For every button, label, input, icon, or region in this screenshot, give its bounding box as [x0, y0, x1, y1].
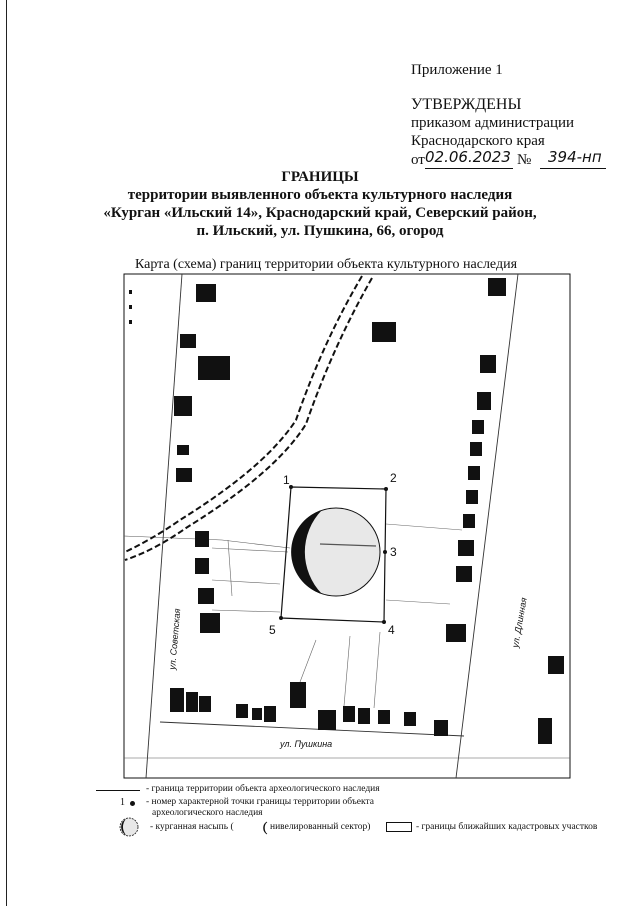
building — [548, 656, 564, 674]
building — [180, 334, 196, 348]
building — [170, 688, 184, 712]
approved-label: УТВЕРЖДЕНЫ — [411, 96, 522, 113]
building — [174, 396, 192, 416]
legend-cadastral-text: - границы ближайших кадастровых участков — [416, 822, 598, 832]
building — [177, 445, 189, 455]
legend-point-marker: 1 — [120, 797, 125, 808]
building — [434, 720, 448, 736]
doc-subtitle-3: п. Ильский, ул. Пушкина, 66, огород — [196, 223, 444, 239]
boundary-point-2 — [384, 487, 388, 491]
building — [358, 708, 370, 724]
legend-mound-text-b: нивелированный сектор) — [270, 822, 371, 832]
point-label-3: 3 — [390, 545, 397, 559]
building — [404, 712, 416, 726]
building — [198, 356, 230, 380]
building — [456, 566, 472, 582]
building — [196, 284, 216, 302]
building — [463, 514, 475, 528]
building — [200, 613, 220, 633]
appendix-label: Приложение 1 — [411, 62, 503, 78]
buildings-east — [372, 278, 564, 744]
map-caption: Карта (схема) границ территории объекта культурного наследия — [134, 257, 518, 272]
point-label-4: 4 — [388, 623, 395, 637]
legend-mound-text-a: - курганная насыпь ( — [150, 822, 234, 832]
point-label-1: 1 — [283, 473, 290, 487]
point-label-5: 5 — [269, 623, 276, 637]
building — [488, 278, 506, 296]
building — [538, 718, 552, 744]
boundary-point-3 — [383, 550, 387, 554]
order-line-1: приказом администрации — [411, 115, 575, 131]
building — [195, 558, 209, 574]
building — [186, 692, 198, 712]
road-edge-south — [160, 722, 464, 736]
frame-marker — [129, 290, 132, 294]
building — [472, 420, 484, 434]
building — [468, 466, 480, 480]
frame-marker — [129, 320, 132, 324]
frame-marker — [129, 305, 132, 309]
doc-subtitle-2: «Курган «Ильский 14», Краснодарский край, Северский район, — [103, 205, 537, 221]
doc-title: ГРАНИЦЫ — [281, 169, 359, 185]
street-label-dlinnaya: ул. Длинная — [510, 596, 529, 649]
building — [290, 682, 306, 708]
point-label-2: 2 — [390, 471, 397, 485]
building — [458, 540, 474, 556]
building — [318, 710, 336, 730]
boundary-point-4 — [382, 620, 386, 624]
street-label-pushkina: ул. Пушкина — [280, 739, 333, 749]
building — [446, 624, 466, 642]
building — [470, 442, 482, 456]
legend-boundary-text: - граница территории объекта археологического наследия — [146, 784, 380, 794]
legend-point-text-2: археологического наследия — [152, 808, 263, 818]
building — [264, 706, 276, 722]
order-line-2: Краснодарского края — [411, 133, 545, 149]
building — [378, 710, 390, 724]
building — [199, 696, 211, 712]
legend-sector-icon — [257, 821, 269, 835]
legend-point-dot — [130, 801, 135, 806]
building — [466, 490, 478, 504]
kurgan-mound — [291, 508, 380, 596]
legend-point-text-1: - номер характерной точки границы территории объекта — [146, 797, 374, 807]
legend-cadastral-swatch — [386, 822, 412, 832]
order-number: 394-нп — [548, 148, 602, 166]
building — [252, 708, 262, 720]
number-prefix: № — [517, 152, 532, 168]
building — [176, 468, 192, 482]
doc-subtitle-1: территории выявленного объекта культурного наследия — [127, 187, 513, 203]
building — [198, 588, 214, 604]
building — [343, 706, 355, 722]
legend-mound-icon — [118, 816, 140, 838]
building — [195, 531, 209, 547]
order-date: 02.06.2023 — [425, 148, 511, 166]
boundary-point-5 — [279, 616, 283, 620]
legend-boundary-swatch — [96, 790, 140, 791]
building — [236, 704, 248, 718]
street-label-sovetskaya: ул. Советская — [167, 608, 183, 671]
date-prefix: от — [411, 152, 425, 168]
buildings-south — [170, 682, 448, 736]
building — [372, 322, 396, 342]
building — [477, 392, 491, 410]
building — [480, 355, 496, 373]
